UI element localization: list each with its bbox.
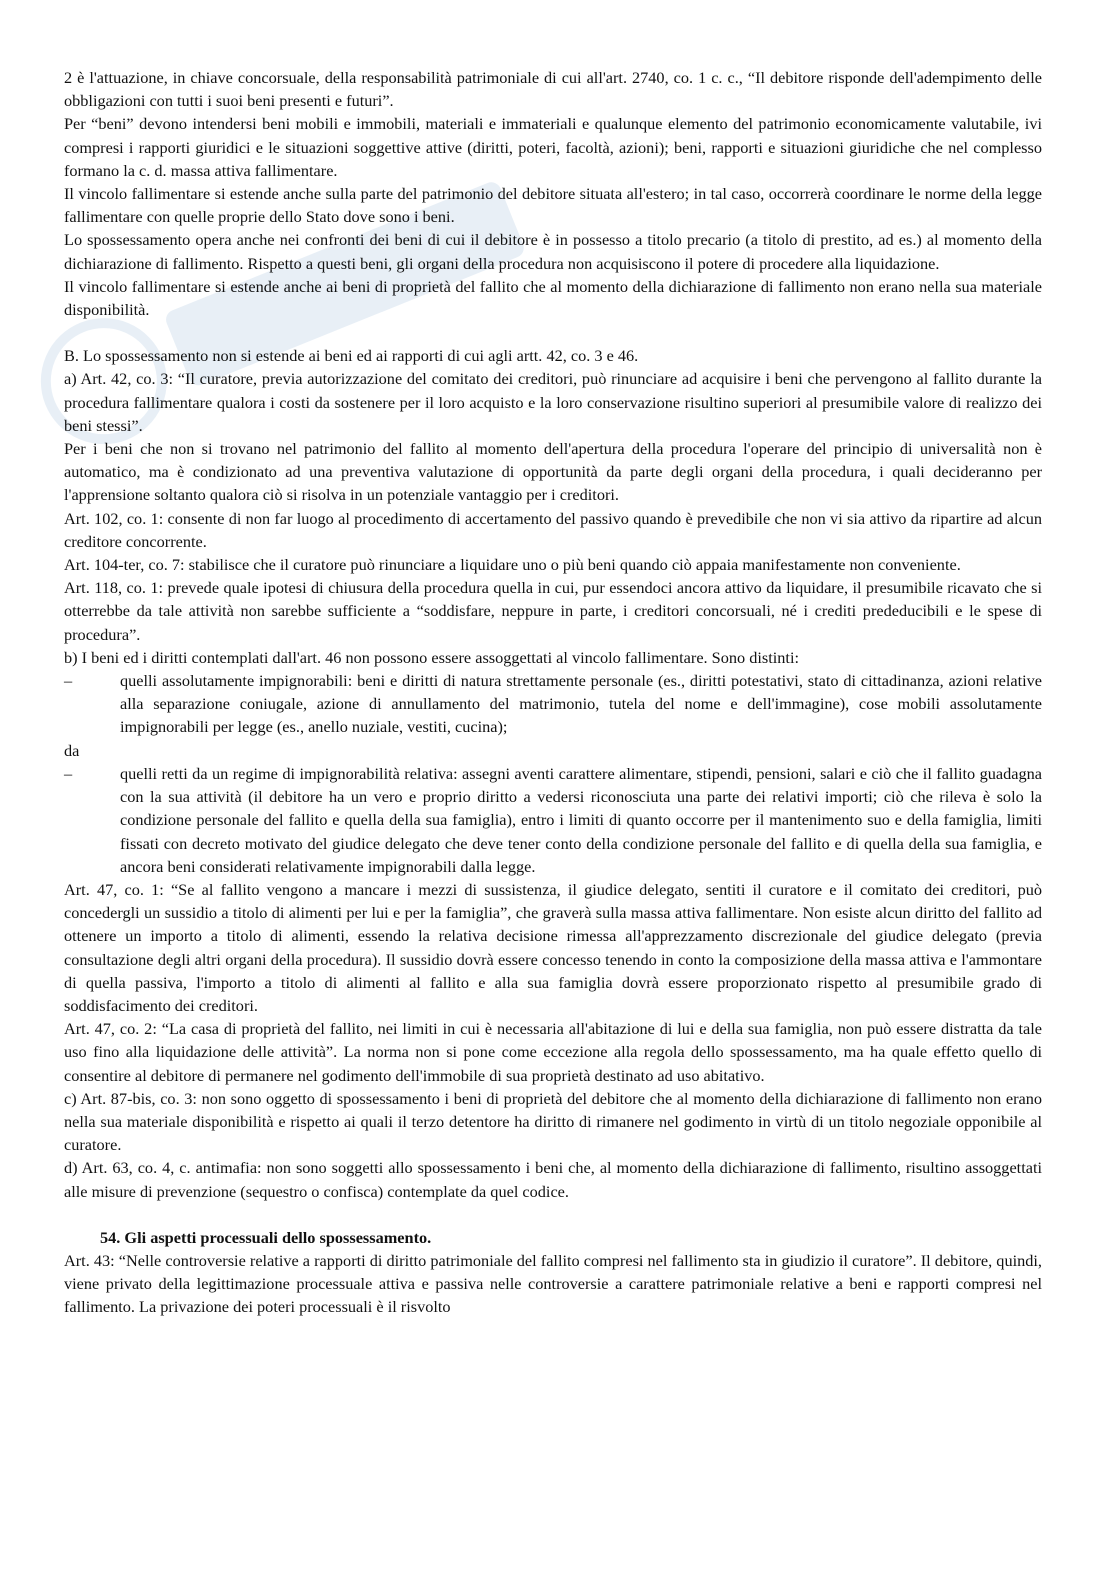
paragraph: c) Art. 87-bis, co. 3: non sono oggetto di spossessamento i beni di proprietà del debitore che al momento della dichiarazione di fallimento non erano nella sua materiale disponibilità e rispetto ai quali il terzo detentore ha diritto di rimanere nel godimento in virtù di un titolo negoziale opponibile al curatore. <box>64 1088 1042 1155</box>
dash-bullet: – <box>64 671 73 691</box>
paragraph: Il vincolo fallimentare si estende anche ai beni di proprietà del fallito che al momento della dichiarazione di fallimento non erano nella sua materiale disponibilità. <box>64 276 1042 320</box>
list-item <box>64 762 1042 878</box>
list-item <box>64 669 1042 739</box>
paragraph: Art. 47, co. 2: “La casa di proprietà del fallito, nei limiti in cui è necessaria all'abitazione di lui e della sua famiglia, non può essere distratta da tale uso fino alla liquidazione delle attività”. La norma non si pone come eccezione alla regola dello spossessamento, ma ha quale effetto quello di consentire al debitore di permanere nel godimento dell'immobile di sua proprietà destinato ad uso abitativo. <box>64 1019 1042 1085</box>
list-item-text: quelli retti da un regime di impignorabilità relativa: assegni aventi carattere alimentare, stipendi, pensioni, salari e ciò che il fallito guadagna con la sua attività (il debitore ha un vero e proprio diritto a vedersi riconosciuta una parte dei relativi importi; ciò che rileva è solo la condizione personale del fallito e quella della sua famiglia), entro i limiti di quanto occorre per il mantenimento suo e della famiglia, limiti fissati con decreto motivato del giudice delegato che deve tener conto della condizione personale del fallito e di quella della sua famiglia, e ancora beni considerati relativamente impignorabili dalla legge. <box>120 763 1042 876</box>
paragraph: Art. 102, co. 1: consente di non far luogo al procedimento di accertamento del passivo quando è prevedibile che non vi sia attivo da ripartire ad alcun creditore concorrente. <box>64 508 1042 551</box>
spacer <box>64 321 1042 344</box>
spacer <box>64 1203 1042 1226</box>
paragraph: Art. 47, co. 1: “Se al fallito vengono a mancare i mezzi di sussistenza, il giudice delegato, sentiti il curatore e il comitato dei creditori, può concedergli un sussidio a titolo di alimenti per lui e per la famiglia”, che graverà sulla massa attiva fallimentare. Non esiste alcun diritto del fallito ad ottenere un importo a titolo di alimenti, essendo la relativa decisione rimessa all'apprezzamento discrezionale del giudice delegato (previa consultazione degli altri organi della procedura). Il sussidio dovrà essere concesso tenendo in conto la composizione della massa attiva e l'ammontare di quella passiva, l'importo a titolo di alimenti al fallito e alla sua famiglia dovrà essere proporzionato rispetto al presumibile grado di soddisfacimento dei creditori. <box>64 879 1042 1015</box>
paragraph: Art. 104-ter, co. 7: stabilisce che il curatore può rinunciare a liquidare uno o più beni quando ciò appaia manifestamente non conveniente. <box>64 555 961 575</box>
document-page <box>64 66 1042 1319</box>
paragraph: B. Lo spossessamento non si estende ai beni ed ai rapporti di cui agli artt. 42, co. 3 e 46. <box>64 346 639 366</box>
list-item-text: quelli assolutamente impignorabili: beni e diritti di natura strettamente personale (es., diritti potestativi, stato di cittadinanza, azioni relative alla separazione coniugale, azione di annullamento del matrimonio, tutela del nome e dell'immagine), cose mobili assolutamente impignorabili per legge (es., anello nuziale, vestiti, cucina); <box>120 671 1042 737</box>
section-heading: 54. Gli aspetti processuali dello spossessamento. <box>100 1227 432 1247</box>
paragraph: Il vincolo fallimentare si estende anche sulla parte del patrimonio del debitore situata all'estero; in tal caso, occorrerà coordinare le norme della legge fallimentare con quelle proprie dello Stato dove sono i beni. <box>64 184 1042 227</box>
connector-text: da <box>64 740 80 760</box>
paragraph: Lo spossessamento opera anche nei confronti dei beni di cui il debitore è in possesso a titolo precario (a titolo di prestito, ad es.) al momento della dichiarazione di fallimento. Rispetto a questi beni, gli organi della procedura non acquisiscono il potere di procedere alla liquidazione. <box>64 230 1042 273</box>
paragraph: b) I beni ed i diritti contemplati dall'art. 46 non possono essere assoggettati al vincolo fallimentare. Sono distinti: <box>64 647 799 667</box>
paragraph: Per i beni che non si trovano nel patrimonio del fallito al momento dell'apertura della procedura l'operare del principio di universalità non è automatico, ma è condizionato ad una preventiva valutazione di opportunità da parte degli organi della procedura, i quali decideranno per l'apprensione soltanto qualora ciò si risolva in un potenziale vantaggio per i creditori. <box>64 439 1042 505</box>
paragraph: 2 è l'attuazione, in chiave concorsuale, della responsabilità patrimoniale di cui all'art. 2740, co. 1 c. c., “Il debitore risponde dell'adempimento delle obbligazioni con tutti i suoi beni presenti e futuri”. <box>64 68 1042 111</box>
paragraph: Art. 118, co. 1: prevede quale ipotesi di chiusura della procedura quella in cui, pur essendoci ancora attivo da liquidare, il presumibile ricavato che si otterrebbe da tale attività non sarebbe sufficiente a “soddisfare, neppure in parte, i creditori concorsuali, né i crediti prededucibili e le spese di procedura”. <box>64 578 1042 644</box>
paragraph: Per “beni” devono intendersi beni mobili e immobili, materiali e immateriali e qualunque elemento del patrimonio economicamente valutabile, ivi compresi i rapporti giuridici e le situazioni soggettive attive (diritti, poteri, facoltà, azioni); beni, rapporti e situazioni giuridiche che nel complesso formano la c. d. massa attiva fallimentare. <box>64 114 1042 180</box>
paragraph: d) Art. 63, co. 4, c. antimafia: non sono soggetti allo spossessamento i beni che, al momento della dichiarazione di fallimento, risultino assoggettati alle misure di prevenzione (sequestro o confisca) contemplate da quel codice. <box>64 1158 1042 1201</box>
dash-bullet: – <box>64 763 73 783</box>
paragraph: a) Art. 42, co. 3: “Il curatore, previa autorizzazione del comitato dei creditori, può rinunciare ad acquisire i beni che pervengono al fallito durante la procedura fallimentare qualora i costi da sostenere per il loro acquisto e la loro conservazione risultino superiori al presumibile valore di realizzo dei beni stessi”. <box>64 369 1042 435</box>
paragraph: Art. 43: “Nelle controversie relative a rapporti di diritto patrimoniale del fallito compresi nel fallimento sta in giudizio il curatore”. Il debitore, quindi, viene privato della legittimazione processuale attiva e passiva nelle controversie a carattere patrimoniale relative a beni e rapporti compresi nel fallimento. La privazione dei poteri processuali è il risvolto <box>64 1250 1042 1317</box>
